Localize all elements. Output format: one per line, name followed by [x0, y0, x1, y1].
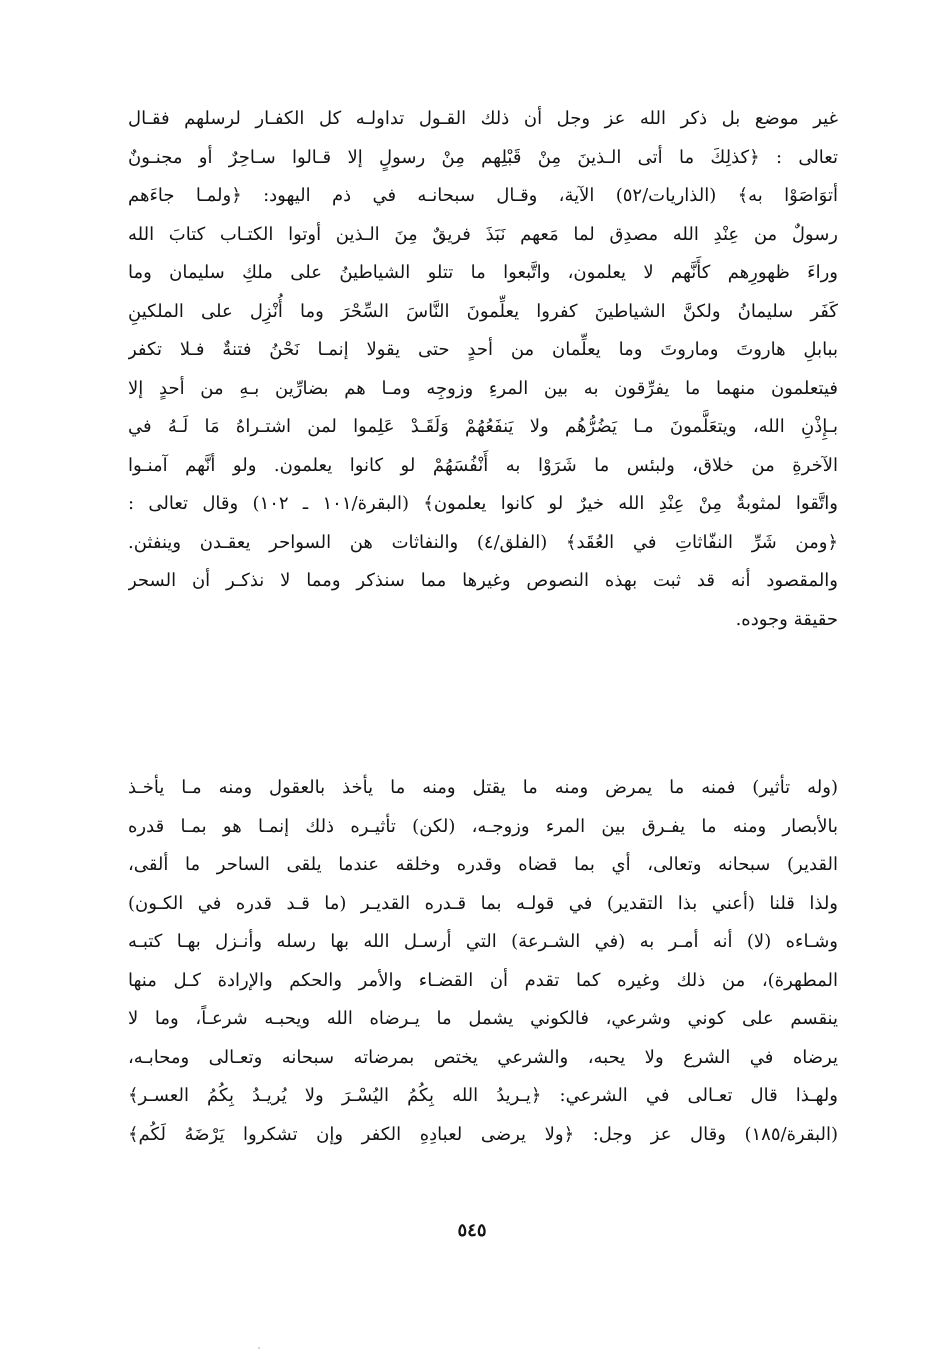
text-line: وراءَ ظهورِهم كأَنَّهم لا يعلمون، واتَّبعوا ما تتلو الشياطينُ على ملكِ سليمان وما	[128, 262, 838, 283]
paragraph-1	[128, 100, 838, 639]
paragraph-2	[128, 769, 838, 1154]
page-number: ٥٤٥	[457, 1220, 487, 1241]
text-line: وشـاءه (لا) أنه أمـر به (في الشـرعة) التي أرسـل الله بها رسله وأنـزل بهـا كتبـه	[128, 931, 838, 952]
text-line: القدير) سبحانه وتعالى، أي بما قضاه وقدره وخلقه عندما يلقى الساحر ما ألقى،	[128, 854, 838, 875]
text-line: ﴿ومن شَرِّ النفّاثاتِ في العُقَد﴾ (الفلق/٤) والنفاثات هن السواحر يعقـدن وينفثن.	[128, 531, 838, 553]
text-line: كَفَر سليمانُ ولكنَّ الشياطينَ كفروا يعلِّمونَ النَّاسَ السِّحْرَ وما أُنْزِل على الملكينِ	[128, 300, 838, 322]
text-line: غير موضع بل ذكر الله عز وجل أن ذلك القـول تداولـه كل الكفـار لرسلهم فقـال	[128, 108, 838, 129]
text-line: بالأبصار ومنه ما يفـرق بين المرء وزوجـه، (لكن) تأثيـره ذلك إنمـا هو بمـا قدره	[128, 815, 838, 837]
text-line: الآخرةِ من خلاق، ولبئس ما شَرَوْا به أَنْفُسَهُمْ لو كانوا يعلمون. ولو أنَّهم آمنـوا	[128, 454, 838, 476]
scan-speck	[258, 1347, 260, 1349]
text-line: ينقسم على كوني وشرعي، فالكوني يشمل ما يـرضاه الله ويحبـه شرعـاً، وما لا	[128, 1008, 838, 1029]
text-line: يرضاه في الشرع ولا يحبه، والشرعي يختص بمرضاته سبحانه وتعـالى ومحابـه،	[128, 1046, 838, 1068]
text-line: (البقرة/١٨٥) وقال عز وجل: ﴿ولا يرضى لعبادِهِ الكفر وإن تشكروا يَرْضَهُ لَكُم﴾	[128, 1123, 838, 1145]
text-line: (وله تأثير) فمنه ما يمرض ومنه ما يقتل ومنه ما يأخذ بالعقول ومنه مـا يأخـذ	[128, 777, 838, 798]
text-line: أتوَاصَوْا به﴾ (الذاريات/٥٢) الآية، وقـال سبحانـه في ذم اليهود: ﴿ولمـا جاءَهم	[128, 185, 838, 206]
text-line: ولذا قلنا (أعني بذا التقدير) في قولـه بما قـدره القديـر (ما قـد قدره في الكـون)	[128, 892, 838, 914]
text-line: رسولٌ من عِنْدِ الله مصدِق لما مَعهم نَبَذَ فريقٌ مِنَ الـذين أوتوا الكتـاب كتابَ الله	[128, 223, 838, 245]
text-line: واتَّقوا لمثوبةٌ مِنْ عِنْدِ الله خيرٌ لو كانوا يعلمون﴾ (البقرة/١٠١ ـ ١٠٢) وقال تعالى :	[128, 493, 838, 514]
text-line: تعالى : ﴿كذلِكَ ما أتى الـذينَ مِنْ قَبْلِهم مِنْ رسولٍ إلا قـالوا سـاحِرٌ أو مجنـونٌ	[128, 146, 838, 168]
text-line: والمقصود أنه قد ثبت بهذه النصوص وغيرها مما سنذكر ومما لا نذكـر أن السحر	[128, 570, 838, 591]
text-line-last: حقيقة وجوده.	[735, 608, 838, 630]
text-line: ولهـذا قال تعـالى في الشرعي: ﴿يـريدُ الله بِكُمُ اليُسْـرَ ولا يُريـدُ بِكُمُ العسـر﴾	[128, 1085, 838, 1106]
text-line: المطهرة)، من ذلك وغيره كما تقدم أن القضـاء والأمر والحكم والإرادة كـل منها	[128, 969, 838, 991]
text-line: بـإِذْنِ الله، ويتعَلَّمونَ مـا يَضُرُّهُم ولا يَنفَعُهُمْ وَلَقَـدْ عَلِموا لمن اشتـراهُ مَا لَـهُ في	[128, 416, 838, 437]
text-line: فيتعلمون منهما ما يفرِّقون به بين المرءِ وزوجِه ومـا هم بضارِّين بـهِ من أحدٍ إلا	[128, 377, 838, 399]
text-line: ببابلِ هاروتَ وماروتَ وما يعلِّمان من أحدٍ حتى يقولا إنمـا نَحْنُ فتنةٌ فـلا تكفر	[128, 339, 838, 360]
